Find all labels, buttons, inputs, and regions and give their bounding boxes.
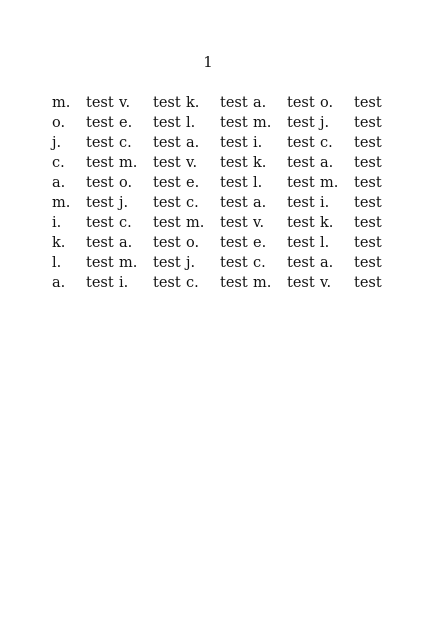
entry-word: test	[287, 255, 315, 271]
entry-word: test	[287, 195, 315, 211]
entry-letter: c.	[52, 155, 65, 171]
entry-letter: v.	[119, 95, 131, 111]
entry-word: test	[220, 135, 248, 151]
entry-word: test	[86, 135, 114, 151]
entry-word: test	[153, 115, 181, 131]
grid-entry	[253, 233, 320, 253]
entry-word: test	[287, 155, 315, 171]
grid-entry	[320, 133, 387, 153]
entry-letter: v.	[253, 215, 265, 231]
grid-entry	[119, 153, 186, 173]
entry-word: test	[86, 255, 114, 271]
entry-word: test	[287, 235, 315, 251]
grid-entry	[119, 133, 186, 153]
entry-letter: v.	[186, 155, 198, 171]
grid-entry	[186, 113, 253, 133]
entry-word: test	[287, 175, 315, 191]
grid-entry	[320, 153, 387, 173]
entry-letter: k.	[186, 95, 200, 111]
entry-word: test	[86, 155, 114, 171]
entry-letter: a.	[52, 175, 66, 191]
grid-entry	[52, 253, 119, 273]
entry-word: test	[86, 235, 114, 251]
grid-entry	[52, 213, 119, 233]
entry-letter: a.	[320, 255, 334, 271]
entry-letter: m.	[52, 195, 71, 211]
entry-letter: a.	[119, 235, 133, 251]
grid-entry	[320, 93, 387, 113]
grid-entry	[186, 213, 253, 233]
entry-word: test	[220, 275, 248, 291]
grid-entry	[52, 133, 119, 153]
entry-letter: o.	[186, 235, 200, 251]
entry-word: test	[153, 155, 181, 171]
grid-entry	[253, 133, 320, 153]
entry-word: test	[287, 215, 315, 231]
entry-letter: v.	[320, 275, 332, 291]
grid-entry	[52, 233, 119, 253]
entry-word: test	[220, 235, 248, 251]
entry-word: test	[220, 215, 248, 231]
grid-entry	[253, 113, 320, 133]
grid-entry	[186, 273, 253, 293]
entry-word: test	[220, 175, 248, 191]
grid-entry	[253, 93, 320, 113]
entry-letter: a.	[52, 275, 66, 291]
grid-entry	[52, 93, 119, 113]
grid-entry	[320, 213, 387, 233]
grid-entry	[119, 173, 186, 193]
entry-letter: m.	[119, 155, 138, 171]
grid-entry	[253, 253, 320, 273]
grid-entry	[119, 273, 186, 293]
entry-letter: l.	[186, 115, 196, 131]
grid-entry	[119, 93, 186, 113]
entry-letter: i.	[119, 275, 129, 291]
entry-word: test	[220, 115, 248, 131]
entry-letter: e.	[186, 175, 200, 191]
grid-entry	[320, 113, 387, 133]
grid-entry	[52, 153, 119, 173]
grid-entry	[253, 213, 320, 233]
entry-letter: a.	[186, 135, 200, 151]
entry-letter: m.	[320, 175, 339, 191]
entry-letter: c.	[186, 195, 199, 211]
entry-word: test	[153, 255, 181, 271]
entry-letter: j.	[186, 255, 196, 271]
entry-letter: a.	[253, 95, 267, 111]
grid-entry	[320, 193, 387, 213]
grid-entry	[119, 213, 186, 233]
entry-word: test	[354, 115, 382, 131]
entry-word: test	[354, 275, 382, 291]
entry-word: test	[86, 215, 114, 231]
entry-word: test	[153, 235, 181, 251]
entry-word: test	[354, 135, 382, 151]
grid-entry	[52, 173, 119, 193]
entry-word: test	[354, 155, 382, 171]
entry-word: test	[86, 95, 114, 111]
entry-letter: l.	[320, 235, 330, 251]
entry-word: test	[220, 195, 248, 211]
entry-word: test	[354, 195, 382, 211]
entry-word: test	[287, 135, 315, 151]
grid-entry	[253, 153, 320, 173]
grid-entry	[186, 193, 253, 213]
entry-letter: m.	[253, 275, 272, 291]
entry-word: test	[153, 195, 181, 211]
entry-letter: a.	[320, 155, 334, 171]
entry-word: test	[153, 95, 181, 111]
entry-word: test	[153, 215, 181, 231]
entry-word: test	[220, 255, 248, 271]
entry-letter: c.	[119, 215, 132, 231]
entry-letter: m.	[119, 255, 138, 271]
entry-word: test	[354, 95, 382, 111]
entry-letter: m.	[186, 215, 205, 231]
entry-word: test	[86, 115, 114, 131]
entry-word: test	[287, 115, 315, 131]
entry-letter: c.	[119, 135, 132, 151]
entry-word: test	[354, 215, 382, 231]
entry-word: test	[86, 195, 114, 211]
entry-letter: o.	[52, 115, 66, 131]
entry-letter: c.	[320, 135, 333, 151]
entry-word: test	[86, 275, 114, 291]
grid-entry	[186, 233, 253, 253]
entry-letter: j.	[119, 195, 129, 211]
entry-word: test	[220, 155, 248, 171]
entry-letter: c.	[253, 255, 266, 271]
page-number: 1	[203, 53, 213, 71]
entry-word: test	[153, 135, 181, 151]
entry-letter: c.	[186, 275, 199, 291]
entry-letter: k.	[320, 215, 334, 231]
entry-word: test	[287, 95, 315, 111]
entry-letter: e.	[119, 115, 133, 131]
grid-entry	[253, 193, 320, 213]
entry-word: test	[354, 235, 382, 251]
entry-letter: j.	[52, 135, 62, 151]
grid-entry	[119, 113, 186, 133]
entry-letter: o.	[320, 95, 334, 111]
grid-entry	[186, 93, 253, 113]
entry-letter: j.	[320, 115, 330, 131]
entry-letter: k.	[253, 155, 267, 171]
entry-word: test	[287, 275, 315, 291]
grid-entry	[119, 253, 186, 273]
grid-entry	[320, 253, 387, 273]
entry-word: test	[153, 175, 181, 191]
entry-letter: i.	[52, 215, 62, 231]
grid-entry	[320, 173, 387, 193]
grid-entry	[320, 233, 387, 253]
entry-word: test	[153, 275, 181, 291]
entry-grid	[52, 93, 387, 293]
entry-letter: i.	[320, 195, 330, 211]
entry-letter: o.	[119, 175, 133, 191]
grid-entry	[186, 153, 253, 173]
grid-entry	[119, 193, 186, 213]
grid-entry	[186, 133, 253, 153]
entry-letter: l.	[52, 255, 62, 271]
entry-letter: k.	[52, 235, 66, 251]
grid-entry	[52, 193, 119, 213]
entry-word: test	[354, 175, 382, 191]
grid-entry	[52, 273, 119, 293]
entry-letter: l.	[253, 175, 263, 191]
grid-entry	[253, 273, 320, 293]
grid-entry	[253, 173, 320, 193]
grid-entry	[320, 273, 387, 293]
grid-entry	[119, 233, 186, 253]
entry-word: test	[354, 255, 382, 271]
entry-letter: e.	[253, 235, 267, 251]
entry-letter: m.	[253, 115, 272, 131]
grid-entry	[52, 113, 119, 133]
grid-entry	[186, 173, 253, 193]
entry-letter: m.	[52, 95, 71, 111]
entry-word: test	[220, 95, 248, 111]
entry-letter: i.	[253, 135, 263, 151]
entry-letter: a.	[253, 195, 267, 211]
grid-entry	[186, 253, 253, 273]
entry-word: test	[86, 175, 114, 191]
